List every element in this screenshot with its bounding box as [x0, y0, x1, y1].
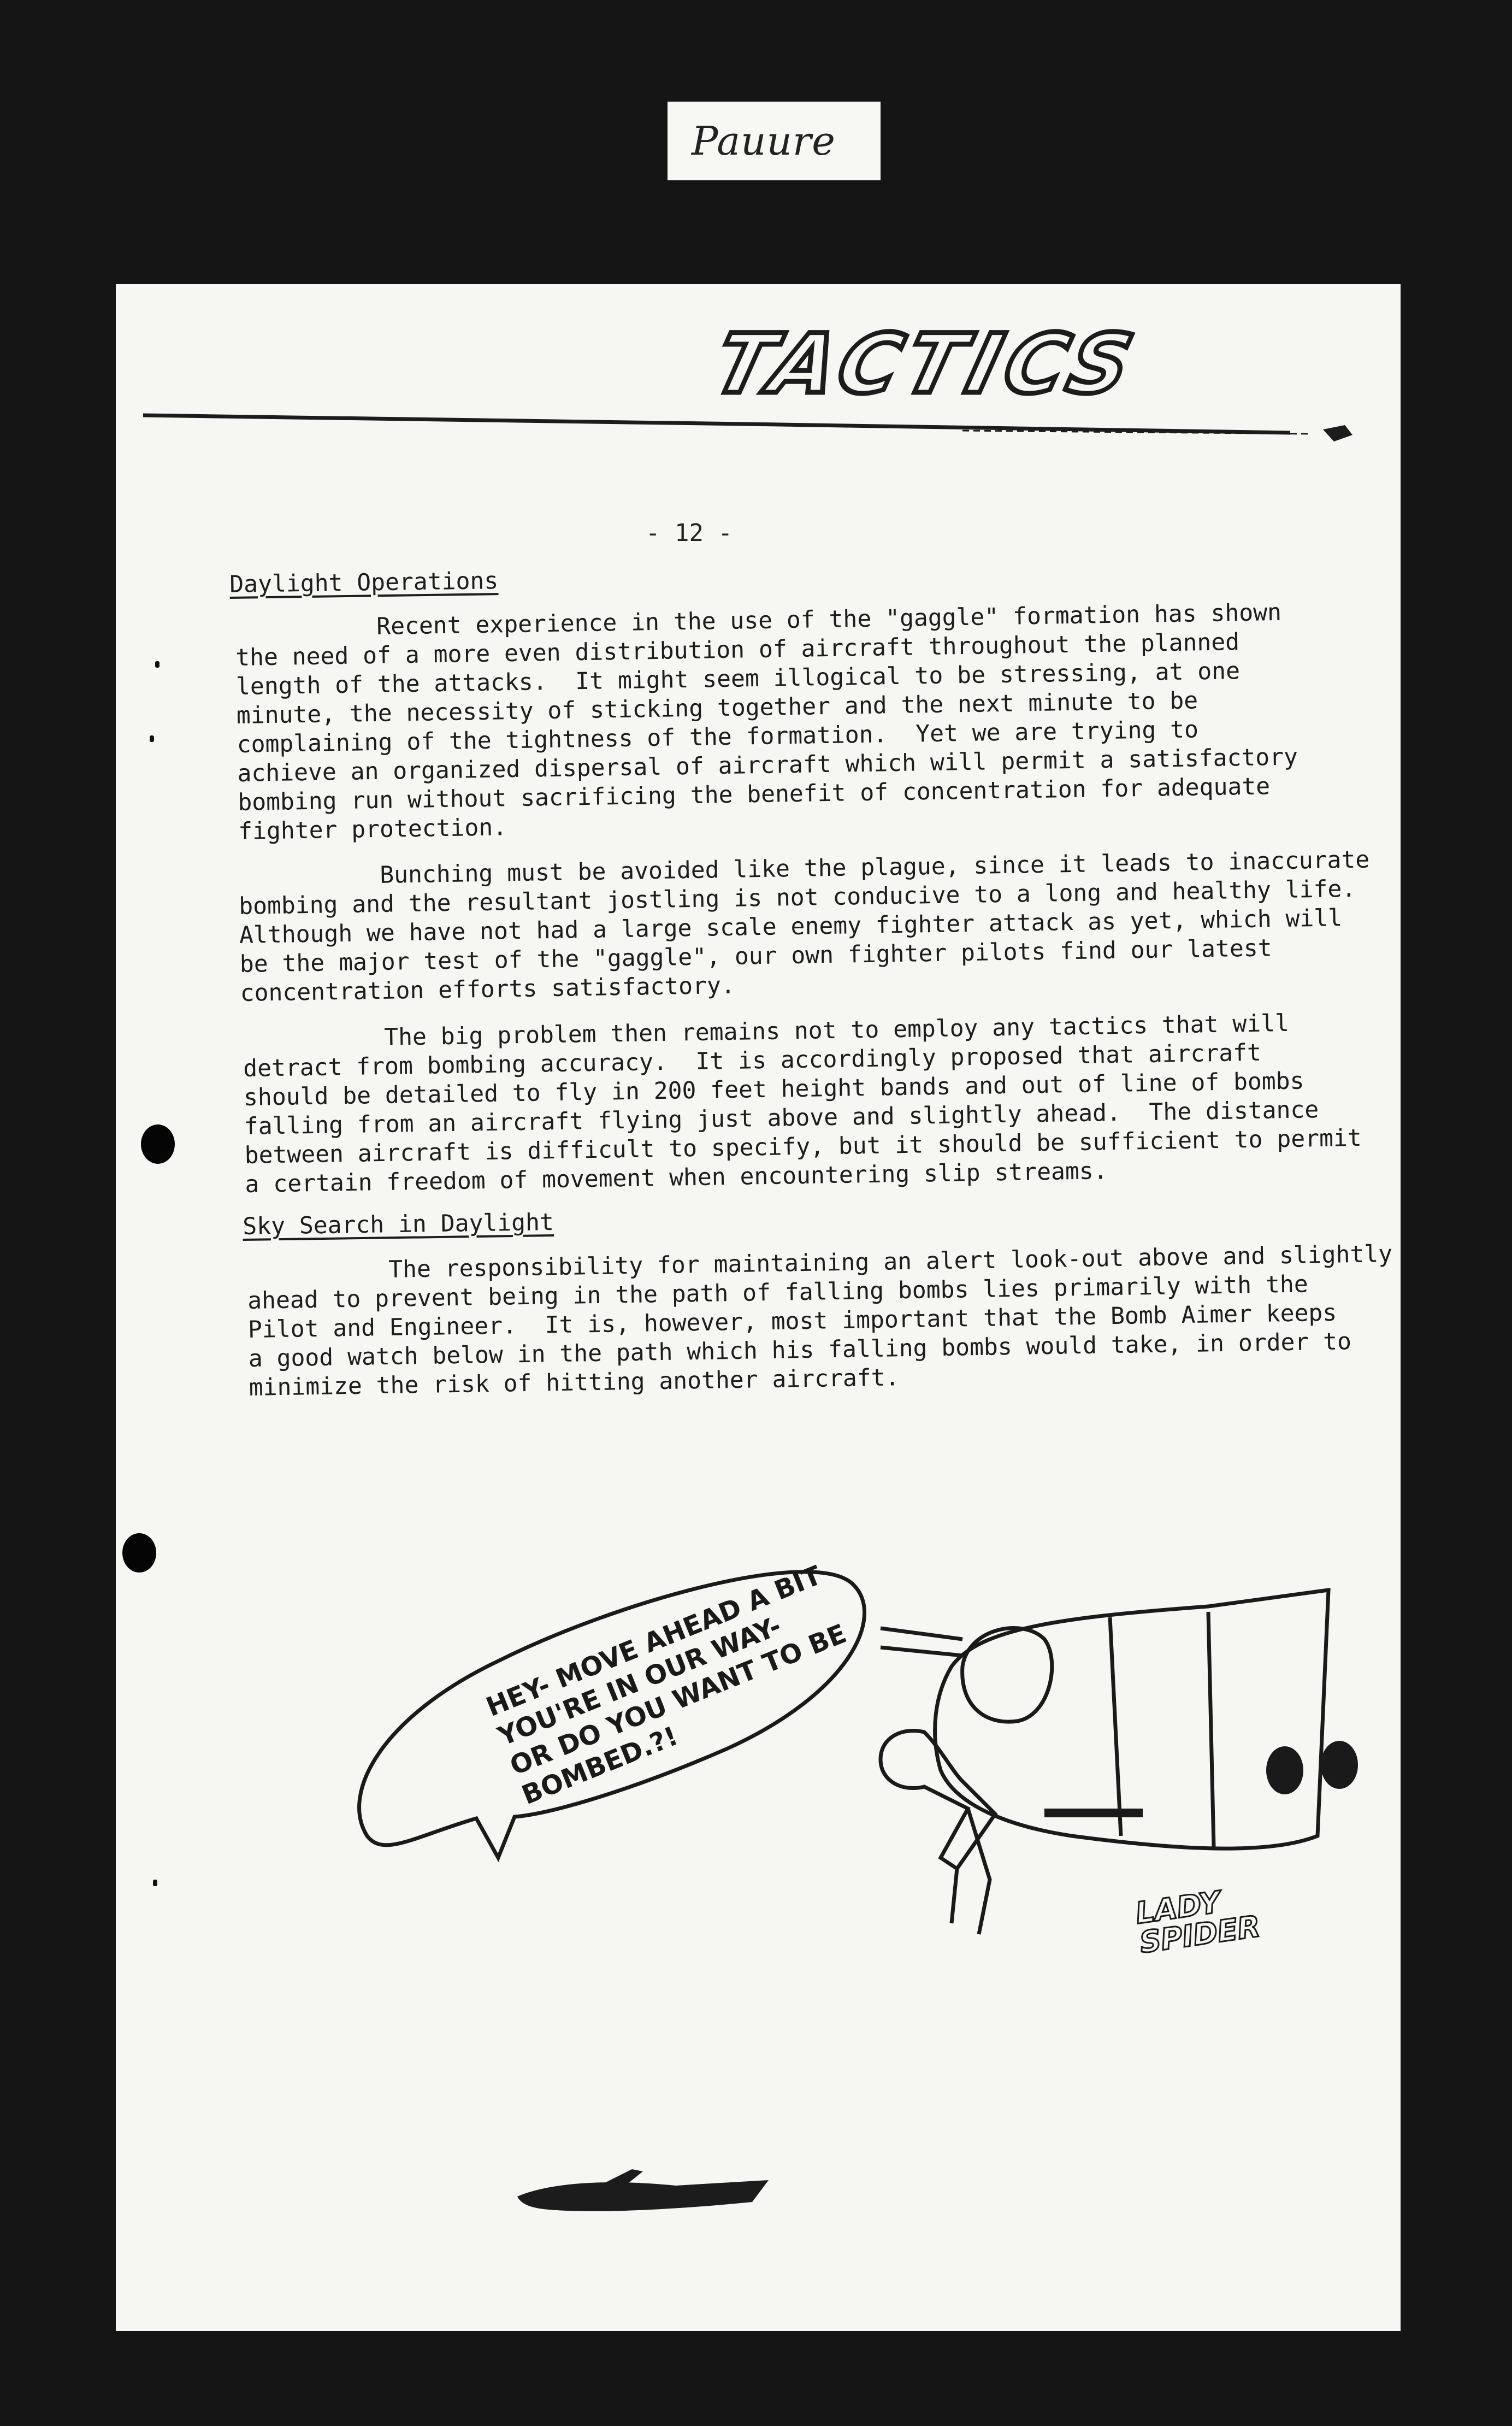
section-heading-daylight-operations: Daylight Operations	[229, 567, 499, 598]
rule-end-mark	[1323, 425, 1352, 441]
section-heading-sky-search: Sky Search in Daylight	[243, 1209, 554, 1240]
document-page	[116, 284, 1401, 2331]
plane-doodle	[512, 2164, 774, 2218]
bomb-bay-marks	[1044, 1809, 1143, 1817]
speck	[150, 735, 154, 742]
engine-nacelle	[1321, 1741, 1358, 1789]
paragraph: The responsibility for maintaining an alert look-out above and slightly ahead to prevent being in the path of falling bombs lies primarily with the Pilot and Engineer. It is, however, most important that the Bomb Aimer keeps a good watch below in the path which his falling bombs would take, in order to minimize the risk of hitting another aircraft.	[247, 1240, 1393, 1402]
nose-turret	[962, 1628, 1052, 1722]
cartoon-illustration	[334, 1552, 1361, 1989]
page-number: - 12 -	[646, 519, 733, 547]
paragraph: Bunching must be avoided like the plague, since it leads to inaccurate bombing and the resultant jostling is not conducive to a long and healthy life. Although we have not had a large scale enemy fighter attack as yet, which will be the major test of the "gaggle", our own fighter pilots find our latest concentration efforts satisfactory.	[238, 846, 1370, 1007]
label-tag-text: Pauure	[692, 118, 836, 164]
masthead-title: TACTICS	[705, 317, 1148, 412]
punch-hole	[141, 1124, 175, 1164]
handwritten-label-tag	[668, 102, 881, 180]
crew-figure	[881, 1730, 995, 1869]
punch-hole	[122, 1533, 156, 1573]
speck	[153, 1880, 157, 1886]
masthead-rule	[143, 399, 1356, 443]
nose-art-text: LADY SPIDER	[1133, 1885, 1262, 1960]
paragraph: The big problem then remains not to employ any tactics that will detract from bombing accuracy. It is accordingly proposed that aircraft should be detailed to fly in 200 feet height bands and out of line of bombs falling from an aircraft flying just above and slightly ahead. The distance between aircraft is difficult to specify, but it should be sufficient to permit a certain freedom of movement when encountering slip streams.	[243, 1009, 1362, 1198]
speck	[155, 661, 160, 668]
paragraph: Recent experience in the use of the "gaggle" formation has shown the need of a more even distribution of aircraft throughout the planned length of the attacks. It might seem illogical to be stressing, at one minute, the necessity of sticking together and the next minute to be complaining of the tightness of the formation. Yet we are trying to achieve an organized dispersal of aircraft which will permit a satisfactory bombing run without sacrificing the benefit of concentration for adequate fighter protection.	[235, 598, 1298, 845]
engine-nacelle	[1266, 1746, 1303, 1794]
masthead	[116, 284, 1401, 481]
gun-barrels	[881, 1628, 962, 1656]
speech-balloon-text: HEY- MOVE AHEAD A BIT YOU'RE IN OUR WAY- OR DO YOU WANT TO BE BOMBED.?!	[482, 1560, 851, 1811]
